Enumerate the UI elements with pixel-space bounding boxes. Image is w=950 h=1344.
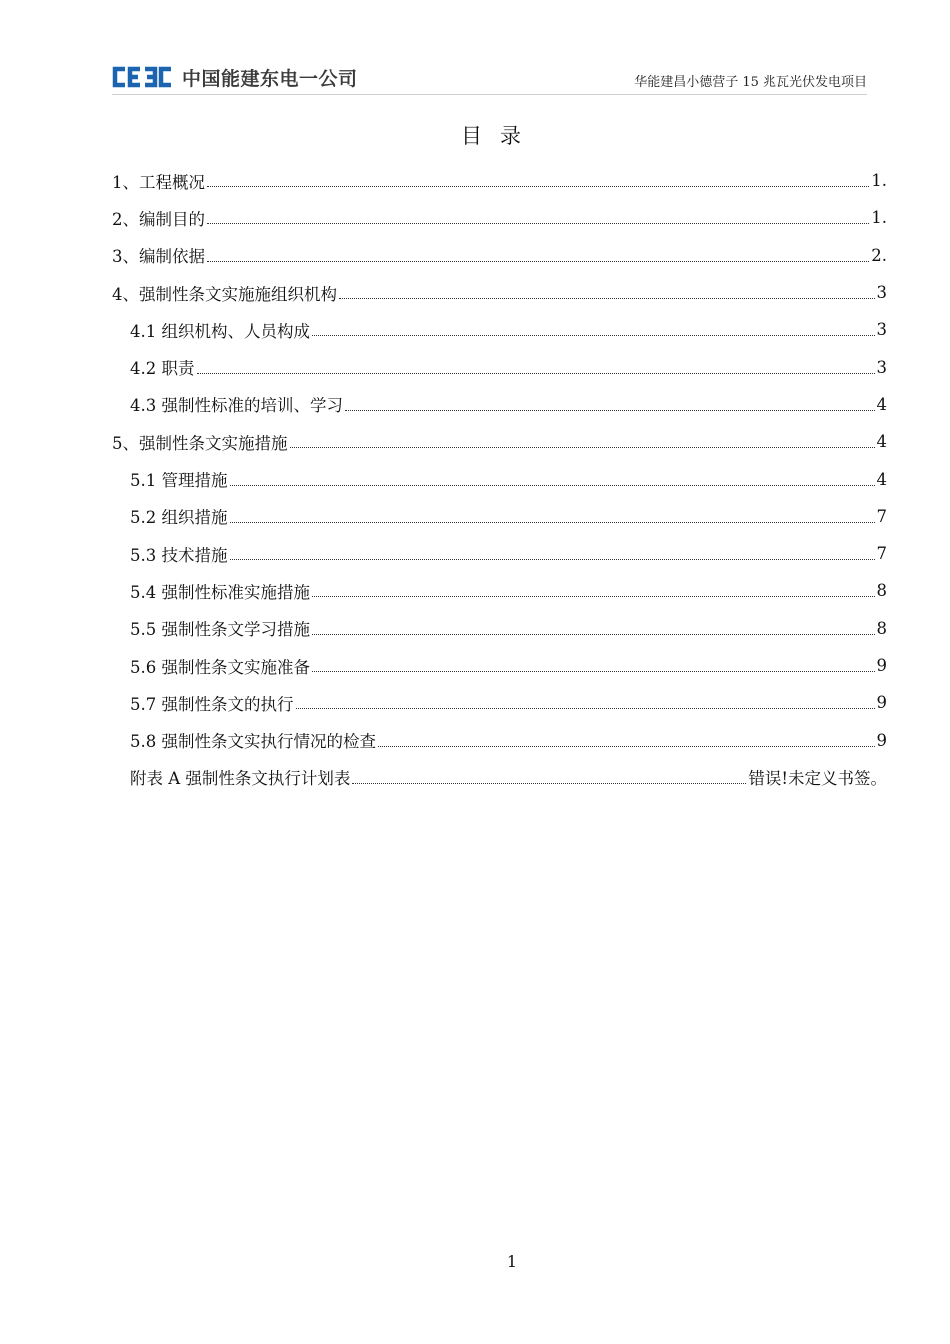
toc-entry[interactable] (112, 498, 887, 535)
toc-entry-page: 9 (876, 693, 887, 713)
toc-entry[interactable] (112, 610, 887, 647)
toc-dot-leader (312, 596, 875, 597)
page-header (112, 64, 867, 94)
toc-entry-label: 2、编制目的 (112, 209, 205, 229)
toc-entry-page: 4 (876, 432, 887, 452)
toc-entry[interactable] (112, 684, 887, 721)
toc-entry-label: 1、工程概况 (112, 172, 205, 192)
page-number: 1 (506, 1252, 518, 1271)
toc-entry-page: 9 (876, 656, 887, 675)
toc-entry-label: 5.6 强制性条文实施准备 (130, 657, 310, 677)
toc-entry-page: 3 (876, 320, 887, 340)
toc-entry[interactable] (112, 237, 887, 274)
toc-entry-page: 2. (871, 245, 887, 265)
toc-entry[interactable] (112, 274, 887, 311)
toc-entry[interactable] (112, 311, 887, 348)
toc-dot-leader (230, 559, 875, 560)
toc-entry-label: 4.1 组织机构、人员构成 (130, 321, 310, 341)
toc-entry-label: 5.2 组织措施 (130, 508, 228, 528)
toc-entry[interactable] (112, 535, 887, 572)
toc-entry-page: 错误!未定义书签。 (748, 769, 887, 789)
toc-entry[interactable] (112, 759, 887, 796)
toc-entry-label: 4、强制性条文实施施组织机构 (112, 284, 337, 304)
toc-entry[interactable] (112, 460, 887, 497)
toc-entry-label: 4.2 职责 (130, 359, 195, 379)
company-logo (112, 64, 358, 90)
toc-entry-page: 1. (871, 208, 887, 228)
toc-entry[interactable] (112, 348, 887, 385)
toc-entry-page: 7 (876, 544, 887, 564)
toc-dot-leader (207, 261, 869, 262)
toc-entry-page: 8 (876, 581, 887, 601)
company-name: 中国能建东电一公司 (182, 67, 358, 90)
toc-entry-page: 1. (871, 171, 887, 191)
toc-entry[interactable] (112, 647, 887, 684)
toc-entry[interactable] (112, 162, 887, 199)
toc-entry-page: 3 (876, 283, 887, 303)
toc-entry-page: 9 (876, 730, 887, 750)
toc-entry[interactable] (112, 423, 887, 460)
toc-entry[interactable] (112, 199, 887, 236)
toc-dot-leader (290, 447, 875, 448)
toc-entry-label: 5.5 强制性条文学习措施 (130, 620, 310, 640)
toc-dot-leader (352, 783, 746, 784)
toc-entry-page: 4 (876, 394, 887, 414)
table-of-contents (112, 162, 887, 796)
toc-entry-page: 8 (876, 618, 887, 638)
toc-entry[interactable] (112, 721, 887, 758)
toc-entry-label: 5.1 管理措施 (130, 471, 228, 491)
toc-entry-page: 7 (876, 506, 887, 526)
toc-dot-leader (197, 373, 875, 374)
toc-entry-label: 5、强制性条文实施措施 (112, 433, 288, 453)
toc-entry-label: 4.3 强制性标准的培训、学习 (130, 396, 343, 416)
toc-dot-leader (230, 522, 875, 523)
toc-entry-label: 5.3 技术措施 (130, 545, 228, 565)
toc-dot-leader (339, 298, 875, 299)
toc-entry[interactable] (112, 572, 887, 609)
toc-entry-page: 4 (876, 469, 887, 489)
toc-entry[interactable] (112, 386, 887, 423)
toc-dot-leader (296, 708, 875, 709)
toc-dot-leader (345, 410, 875, 411)
toc-dot-leader (230, 485, 875, 486)
toc-dot-leader (207, 186, 869, 187)
toc-entry-page: 3 (876, 357, 887, 377)
toc-dot-leader (378, 746, 875, 747)
toc-dot-leader (312, 634, 875, 635)
project-title: 华能建昌小德营子 15 兆瓦光伏发电项目 (634, 75, 867, 90)
toc-entry-label: 5.7 强制性条文的执行 (130, 694, 294, 714)
ceec-logo-icon (112, 66, 174, 88)
toc-dot-leader (312, 335, 875, 336)
toc-entry-label: 3、编制依据 (112, 247, 205, 267)
toc-entry-label: 5.4 强制性标准实施措施 (130, 582, 310, 602)
toc-title: 目录 (461, 124, 539, 148)
toc-entry-label: 附表 A 强制性条文执行计划表 (130, 769, 351, 789)
toc-entry-label: 5.8 强制性条文实执行情况的检查 (130, 732, 376, 752)
toc-dot-leader (312, 671, 875, 672)
header-divider (112, 94, 867, 95)
toc-dot-leader (207, 223, 869, 224)
